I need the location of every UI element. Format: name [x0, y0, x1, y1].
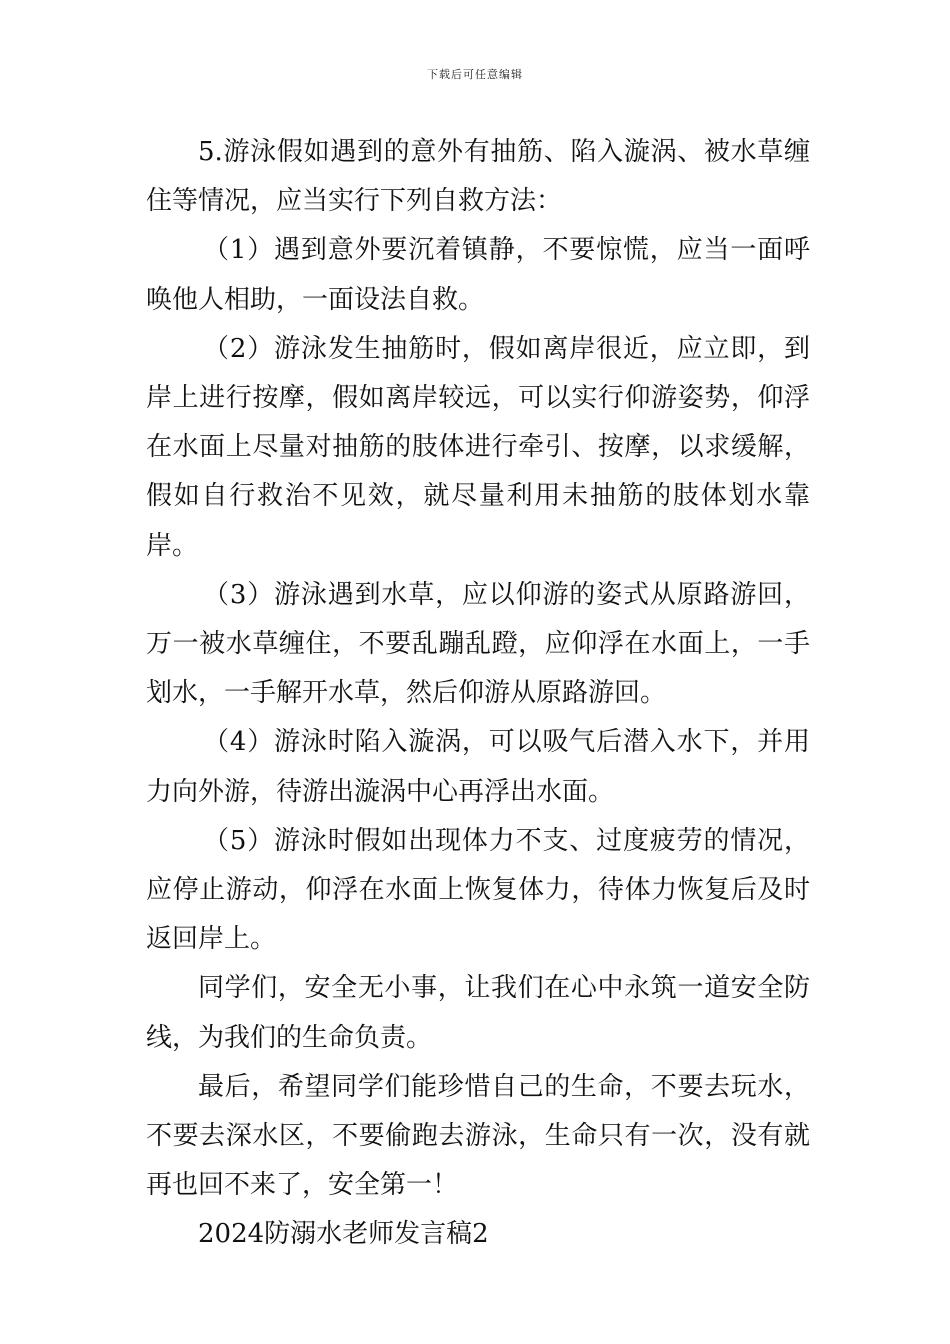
paragraph-self-rescue-intro: 5.游泳假如遇到的意外有抽筋、陷入漩涡、被水草缠住等情况，应当实行下列自救方法： — [146, 137, 810, 217]
document-body — [146, 128, 810, 1260]
paragraph-safety-reminder: 同学们，安全无小事，让我们在心中永筑一道安全防线，为我们的生命负责。 — [146, 973, 810, 1053]
paragraph-item-2: （2）游泳发生抽筋时，假如离岸很近，应立即，到岸上进行按摩，假如离岸较远，可以实行仰游姿势，仰浮在水面上尽量对抽筋的肢体进行牵引、按摩，以求缓解，假如自行救治不见效，就尽量利用未抽筋的肢体划水靠岸。 — [146, 333, 810, 561]
section-heading-next: 2024防溺水老师发言稿2 — [198, 1219, 489, 1250]
paragraph-item-3: （3）游泳遇到水草，应以仰游的姿式从原路游回，万一被水草缠住，不要乱蹦乱蹬，应仰浮在水面上，一手划水，一手解开水草，然后仰游从原路游回。 — [146, 579, 810, 709]
paragraph-item-4: （4）游泳时陷入漩涡，可以吸气后潜入水下，并用力向外游，待游出漩涡中心再浮出水面。 — [146, 727, 810, 807]
paragraph-item-5: （5）游泳时假如出现体力不支、过度疲劳的情况，应停止游动，仰浮在水面上恢复体力，待体力恢复后及时返回岸上。 — [146, 825, 810, 955]
paragraph-closing: 最后，希望同学们能珍惜自己的生命，不要去玩水，不要去深水区，不要偷跑去游泳，生命只有一次，没有就再也回不来了，安全第一！ — [146, 1071, 810, 1201]
page-header: 下载后可任意编辑 — [427, 68, 523, 81]
paragraph-item-1: （1）遇到意外要沉着镇静，不要惊慌，应当一面呼唤他人相助，一面设法自救。 — [146, 235, 810, 315]
